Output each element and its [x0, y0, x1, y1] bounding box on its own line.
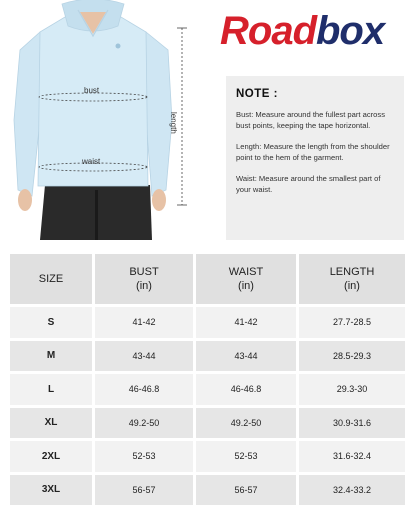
length-cell: 32.4-33.2: [299, 475, 405, 506]
waist-cell: 41-42: [196, 307, 296, 338]
header-size: [10, 254, 92, 304]
header-waist: [196, 254, 296, 304]
bust-cell: 41-42: [95, 307, 193, 338]
length-cell: 28.5-29.3: [299, 341, 405, 372]
table-row: [10, 408, 408, 439]
table-header-row: [10, 254, 408, 304]
waist-cell: 46-46.8: [196, 374, 296, 405]
hoodie-illustration: [0, 0, 210, 240]
waist-label: waist: [82, 157, 101, 166]
table-row: [10, 441, 408, 472]
header-size-label: SIZE: [38, 273, 64, 285]
length-cell: 27.7-28.5: [299, 307, 405, 338]
size-cell: 3XL: [10, 475, 92, 506]
size-cell: S: [10, 307, 92, 338]
length-cell: 29.3-30: [299, 374, 405, 405]
table-row: [10, 475, 408, 506]
header-length-label: LENGTH: [329, 266, 375, 278]
note-bust: Bust: Measure around the fullest part across bust points, keeping the tape horizontal.: [236, 110, 385, 130]
bust-cell: 46-46.8: [95, 374, 193, 405]
size-cell: M: [10, 341, 92, 372]
size-cell: L: [10, 374, 92, 405]
bust-cell: 56-57: [95, 475, 193, 506]
header-waist-unit: (in): [238, 280, 254, 292]
size-cell: 2XL: [10, 441, 92, 472]
header-length: [299, 254, 405, 304]
waist-cell: 49.2-50: [196, 408, 296, 439]
note-title: NOTE :: [236, 88, 278, 100]
size-chart-table: [10, 254, 408, 508]
note-length: Length: Measure the length from the shoulder point to the hem of the garment.: [236, 142, 390, 162]
product-illustration: [0, 0, 210, 240]
brand-logo-blue: box: [316, 9, 385, 53]
header-bust-label: BUST: [129, 266, 159, 278]
table-row: [10, 341, 408, 372]
length-label: length: [169, 112, 178, 134]
table-row: [10, 307, 408, 338]
bust-cell: 52-53: [95, 441, 193, 472]
header-bust-unit: (in): [136, 280, 152, 292]
note-waist: Waist: Measure around the smallest part of your waist.: [236, 174, 381, 194]
bust-cell: 49.2-50: [95, 408, 193, 439]
size-cell: XL: [10, 408, 92, 439]
brand-logo: [220, 8, 410, 54]
length-cell: 30.9-31.6: [299, 408, 405, 439]
waist-cell: 52-53: [196, 441, 296, 472]
bust-cell: 43-44: [95, 341, 193, 372]
header-length-unit: (in): [344, 280, 360, 292]
bust-label: bust: [84, 86, 100, 95]
note-panel: [226, 76, 404, 240]
brand-logo-red: Road: [220, 9, 316, 53]
header-waist-label: WAIST: [228, 266, 264, 278]
table-row: [10, 374, 408, 405]
waist-cell: 56-57: [196, 475, 296, 506]
header-bust: [95, 254, 193, 304]
length-cell: 31.6-32.4: [299, 441, 405, 472]
waist-cell: 43-44: [196, 341, 296, 372]
